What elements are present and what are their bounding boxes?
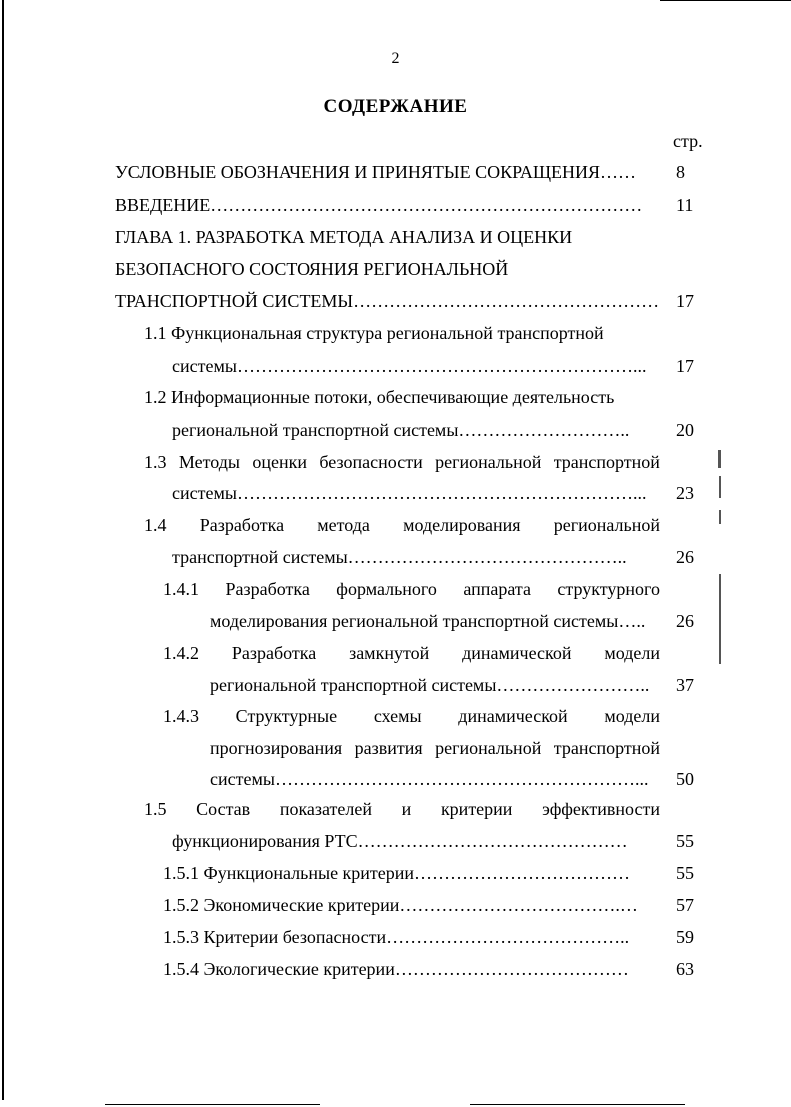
toc-entry-1-1-line2: системы…………………………………………………………... — [172, 356, 647, 376]
toc-entry-1-4-line2: транспортной системы……………………………………….. — [172, 547, 627, 567]
scan-mark — [719, 574, 721, 664]
toc-word: 1.4.2 — [163, 643, 199, 663]
toc-word: прогнозирования — [210, 738, 343, 758]
top-edge-line — [660, 0, 791, 1]
toc-word: динамической — [462, 643, 572, 663]
toc-word: 1.4.1 — [163, 579, 199, 599]
toc-word: метода — [317, 515, 370, 535]
toc-entry-1-4-1-line2: моделирования региональной транспортной системы….. — [210, 611, 646, 631]
toc-entry-1-4-1-line1 — [163, 578, 660, 600]
toc-entry-1-4-3-line3: системы……………………………………………………... — [210, 769, 649, 789]
page-number: 2 — [391, 50, 400, 67]
toc-word: транспортной — [553, 738, 660, 758]
toc-page-1-5-3: 59 — [676, 927, 694, 947]
toc-entry-abbreviations: УСЛОВНЫЕ ОБОЗНАЧЕНИЯ И ПРИНЯТЫЕ СОКРАЩЕНИЯ…… — [115, 162, 636, 182]
scan-mark — [718, 450, 721, 468]
toc-entry-1-3-line1 — [144, 451, 660, 473]
toc-entry-1-4-3-line2 — [210, 737, 660, 759]
bottom-edge-line-left — [105, 1104, 320, 1105]
left-edge-line — [2, 0, 4, 1100]
margin-scan-marks — [712, 448, 728, 668]
toc-entry-1-5-4: 1.5.4 Экологические критерии………………………………… — [163, 959, 629, 979]
toc-word: Разработка — [199, 515, 285, 535]
scan-mark-group — [718, 450, 721, 664]
toc-word: структурного — [557, 579, 660, 599]
toc-word: 1.4.3 — [163, 706, 199, 726]
toc-page-1-2: 20 — [676, 420, 694, 440]
page-title: СОДЕРЖАНИЕ — [323, 96, 468, 117]
toc-page-1-5-1: 55 — [676, 863, 694, 883]
toc-page-1-5-2: 57 — [676, 895, 694, 915]
toc-page-introduction: 11 — [676, 195, 694, 215]
toc-word: развития — [354, 738, 423, 758]
toc-page-chapter1: 17 — [676, 291, 694, 311]
toc-page-1-5-4: 63 — [676, 959, 694, 979]
toc-word: оценки — [252, 452, 308, 472]
page-column-label: стр. — [673, 131, 703, 151]
toc-entry-1-4-2-line1 — [163, 642, 660, 664]
toc-entry-chapter1-line1: ГЛАВА 1. РАЗРАБОТКА МЕТОДА АНАЛИЗА И ОЦЕНКИ — [115, 227, 573, 247]
toc-word: критерии — [440, 799, 513, 819]
toc-word: модели — [604, 643, 660, 663]
bottom-edge-line-right — [470, 1104, 685, 1105]
toc-word: 1.5 — [144, 799, 167, 819]
toc-word: схемы — [373, 706, 422, 726]
toc-entry-1-3-line2: системы…………………………………………………………... — [172, 483, 647, 503]
toc-word: аппарата — [463, 579, 531, 599]
toc-word: Разработка — [231, 643, 317, 663]
toc-entry-introduction: ВВЕДЕНИЕ……………………………………………………………… — [115, 195, 643, 215]
toc-page-1-3: 23 — [676, 483, 694, 503]
toc-word: транспортной — [553, 452, 660, 472]
toc-word: безопасности — [319, 452, 423, 472]
toc-entry-1-2-line1: 1.2 Информационные потоки, обеспечивающие деятельность — [144, 387, 615, 407]
toc-page-1-1: 17 — [676, 356, 694, 376]
toc-word: 1.4 — [144, 515, 167, 535]
toc-word: Структурные — [235, 706, 338, 726]
toc-word: динамической — [458, 706, 568, 726]
toc-page-1-4-1: 26 — [676, 611, 694, 631]
toc-entry-1-2-line2: региональной транспортной системы……………………….. — [172, 420, 630, 440]
toc-word: замкнутой — [349, 643, 430, 663]
toc-entry-1-4-3-line1 — [163, 705, 660, 727]
toc-word: Методы — [178, 452, 240, 472]
toc-word: эффективности — [542, 799, 660, 819]
toc-page-1-4: 26 — [676, 547, 694, 567]
scan-mark — [719, 510, 721, 524]
toc-word: модели — [604, 706, 660, 726]
toc-page-1-4-2: 37 — [676, 675, 694, 695]
toc-page-1-5: 55 — [676, 831, 694, 851]
toc-word: региональной — [435, 452, 542, 472]
toc-word: Состав — [196, 799, 251, 819]
toc-word: и — [401, 799, 412, 819]
toc-word: формального — [336, 579, 437, 599]
toc-word: региональной — [435, 738, 542, 758]
toc-page-abbreviations: 8 — [676, 162, 685, 182]
toc-word: региональной — [553, 515, 660, 535]
toc-entry-1-4-line1 — [144, 514, 660, 536]
toc-entry-1-5-1: 1.5.1 Функциональные критерии……………………………… — [163, 863, 631, 883]
toc-entry-1-5-line2: функционирования РТС……………………………………… — [172, 831, 628, 851]
toc-entry-1-5-2: 1.5.2 Экономические критерии……………………………….… — [163, 895, 638, 915]
scan-mark — [719, 476, 721, 498]
toc-entry-1-5-3: 1.5.3 Критерии безопасности………………………………….. — [163, 927, 630, 947]
toc-entry-1-1-line1: 1.1 Функциональная структура региональной транспортной — [144, 323, 604, 343]
toc-word: показателей — [279, 799, 373, 819]
toc-page-1-4-3: 50 — [676, 769, 694, 789]
toc-word: моделирования — [403, 515, 521, 535]
toc-entry-chapter1-line2: БЕЗОПАСНОГО СОСТОЯНИЯ РЕГИОНАЛЬНОЙ — [115, 259, 509, 279]
toc-word: Разработка — [225, 579, 310, 599]
toc-entry-1-5-line1 — [144, 798, 660, 820]
toc-entry-1-4-2-line2: региональной транспортной системы…………………….. — [210, 675, 650, 695]
toc-entry-chapter1-line3: ТРАНСПОРТНОЙ СИСТЕМЫ…………………………………………… — [115, 291, 660, 311]
toc-word: 1.3 — [144, 452, 167, 472]
